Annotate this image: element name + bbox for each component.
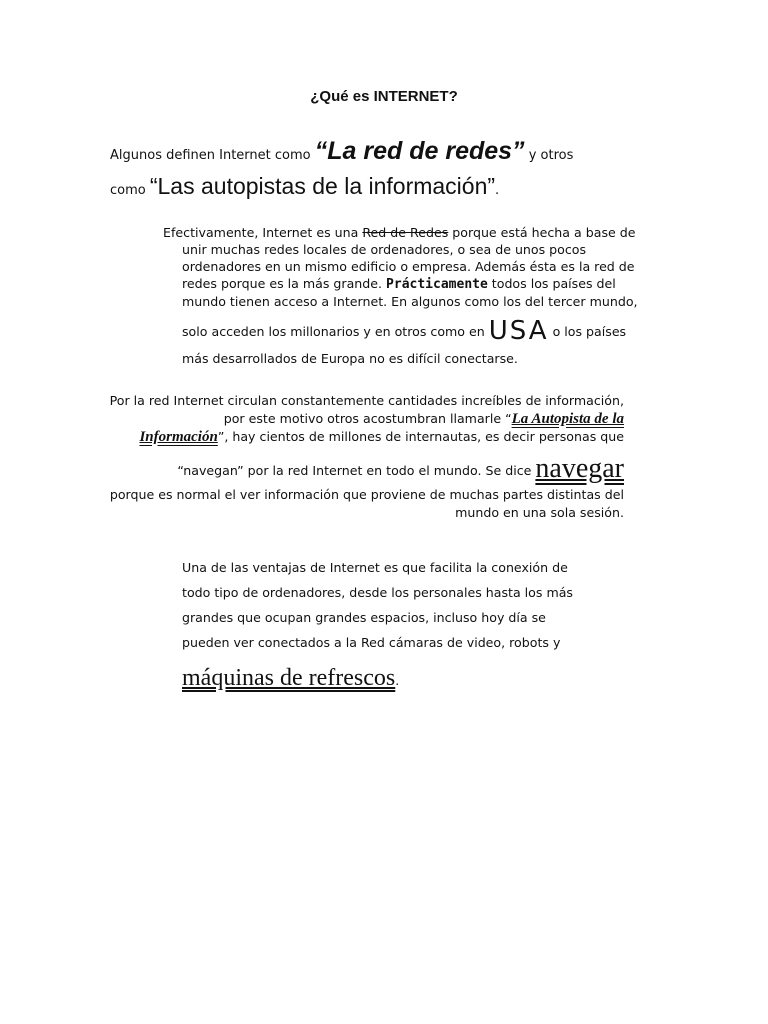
text-span: porque está hecha a base de <box>448 225 636 240</box>
paragraph-red-de-redes <box>163 224 651 367</box>
text-span: redes porque es la más grande. <box>182 276 387 291</box>
intro-line-2 <box>110 171 670 206</box>
intro-text: Algunos definen Internet como <box>110 148 315 163</box>
intro-text: . <box>495 183 500 198</box>
text-line: Una de las ventajas de Internet es que facilita la conexión de <box>182 560 568 575</box>
text-line: más desarrollados de Europa no es difícil conectarse. <box>182 351 518 366</box>
text-span: Efectivamente, Internet es una <box>163 225 363 240</box>
text-span: ”, hay cientos de millones de internautas, es decir personas que <box>217 429 624 444</box>
text-line: grandes que ocupan grandes espacios, incluso hoy día se <box>182 610 546 625</box>
text-line <box>104 410 624 428</box>
text-line <box>182 314 651 350</box>
text-line <box>104 452 624 486</box>
bold-mono-text: Prácticamente <box>386 277 488 292</box>
text-line <box>163 224 651 241</box>
paragraph-ventajas <box>182 555 602 701</box>
text-line: porque es normal el ver información que proviene de muchas partes distintas del <box>109 487 624 502</box>
strikethrough-text: Red de Redes <box>362 225 449 240</box>
text-line: ordenadores en un mismo edificio o empresa. Además ésta es la red de <box>182 259 635 274</box>
text-line: mundo en una sola sesión. <box>455 505 624 520</box>
big-text-usa: USA <box>488 316 549 346</box>
text-span: . <box>395 673 400 688</box>
italic-autopista: La Autopista de la <box>511 411 624 427</box>
big-text-maquinas: máquinas de refrescos <box>182 665 396 691</box>
intro-text: como <box>110 183 150 198</box>
text-span: solo acceden los millonarios y en otros como en <box>182 324 489 339</box>
quote-red-de-redes: “La red de redes” <box>314 137 525 165</box>
italic-informacion: Información <box>139 429 218 445</box>
text-span: por este motivo otros acostumbran llamarle “ <box>223 411 512 426</box>
paragraph-autopista <box>104 392 624 522</box>
text-line: mundo tienen acceso a Internet. En algunos como los del tercer mundo, <box>182 294 638 309</box>
quote-autopistas: “Las autopistas de la información” <box>149 173 496 199</box>
text-line <box>182 655 602 701</box>
text-line <box>104 428 624 446</box>
intro-line-1 <box>110 136 670 171</box>
text-span: o los países <box>548 324 627 339</box>
text-line <box>182 275 651 293</box>
text-span: “navegan” por la red Internet en todo el mundo. Se dice <box>177 463 536 478</box>
intro-paragraph <box>110 136 670 206</box>
page-title: ¿Qué es INTERNET? <box>310 88 458 105</box>
text-span: todos los países del <box>487 276 616 291</box>
text-line: unir muchas redes locales de ordenadores, o sea de unos pocos <box>182 242 587 257</box>
text-line: pueden ver conectados a la Red cámaras de video, robots y <box>182 635 561 650</box>
intro-text: y otros <box>524 148 574 163</box>
text-line: Por la red Internet circulan constantemente cantidades increíbles de información, <box>109 393 624 408</box>
text-line: todo tipo de ordenadores, desde los personales hasta los más <box>182 585 573 600</box>
big-text-navegar: navegar <box>535 453 624 484</box>
